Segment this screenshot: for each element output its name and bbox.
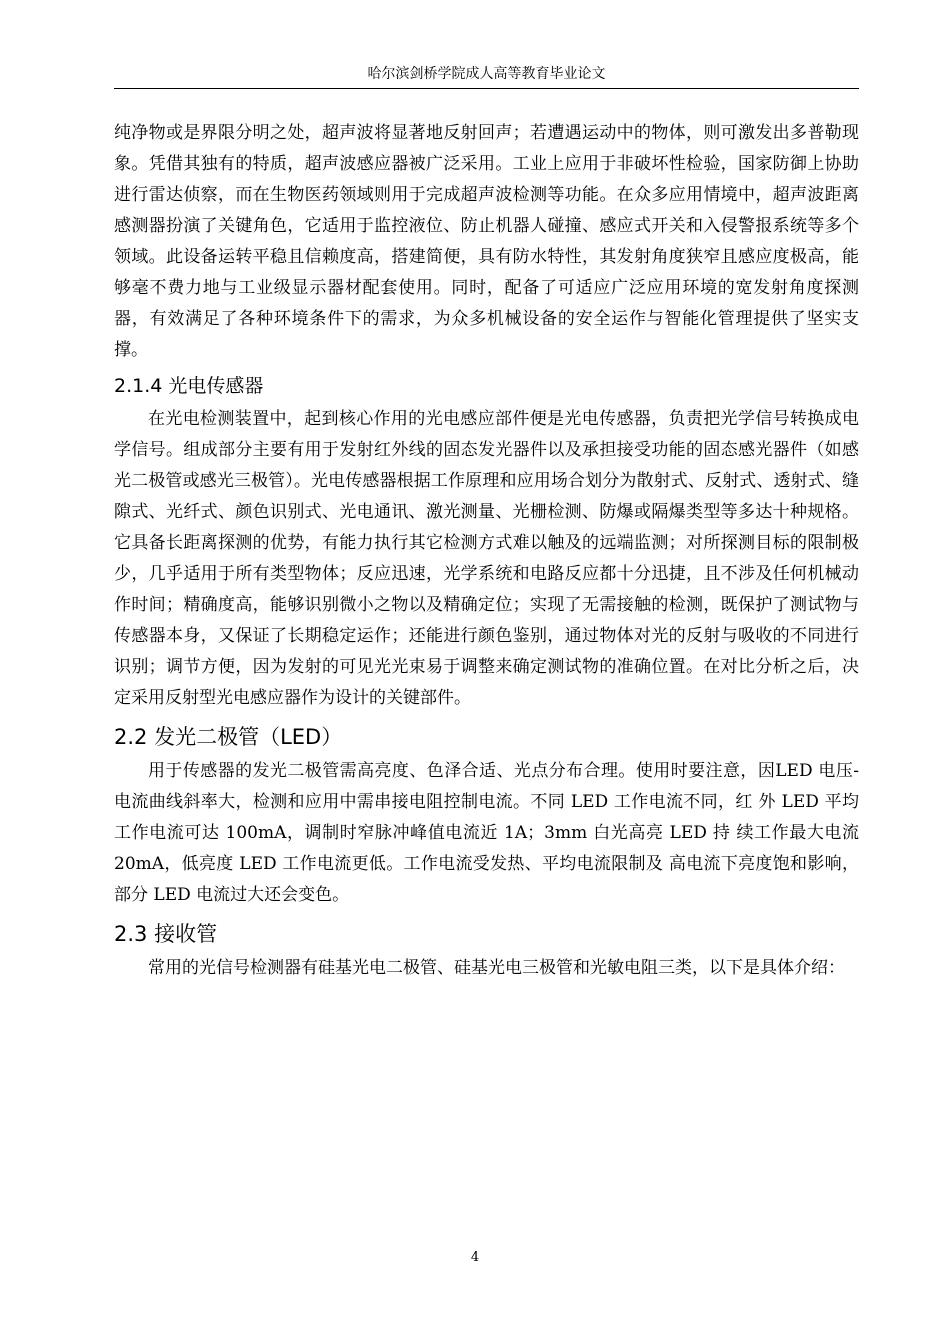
page-number: 4: [470, 1250, 480, 1265]
heading-led: 2.2 发光二极管（LED）: [114, 725, 343, 749]
heading-receiver: 2.3 接收管: [114, 922, 218, 946]
heading-photoelectric-sensor: 2.1.4 光电传感器: [114, 375, 264, 397]
page-header: [114, 64, 859, 89]
paragraph-ultrasonic: 纯净物或是界限分明之处，超声波将显著地反射回声；若遭遇运动中的物体，则可激发出多普勒现象。凭借其独有的特质，超声波感应器被广泛采用。工业上应用于非破坏性检验，国家防御上协助进行雷达侦察，而在生物医药领域则用于完成超声波检测等功能。在众多应用情境中，超声波距离感测器扮演了关键角色，它适用于监控液位、防止机器人碰撞、感应式开关和入侵警报系统等多个领域。此设备运转平稳且信赖度高，搭建简便，具有防水特性，其发射角度狭窄且感应度极高，能够毫不费力地与工业级显示器材配套使用。同时，配备了可适应广泛应用环境的宽发射角度探测器，有效满足了各种环境条件下的需求，为众多机械设备的安全运作与智能化管理提供了坚实支撑。: [114, 123, 859, 360]
paragraph-photoelectric: 在光电检测装置中，起到核心作用的光电感应部件便是光电传感器，负责把光学信号转换成电学信号。组成部分主要有用于发射红外线的固态发光器件以及承担接受功能的固态感光器件（如感光二极管或感光三极管）。光电传感器根据工作原理和应用场合划分为散射式、反射式、透射式、缝隙式、光纤式、颜色识别式、光电通讯、激光测量、光栅检测、防爆或隔爆类型等多达十种规格。它具备长距离探测的优势，有能力执行其它检测方式难以触及的远端监测；对所探测目标的限制极少，几乎适用于所有类型物体；反应迅速，光学系统和电路反应都十分迅捷，且不涉及任何机械动作时间；精确度高，能够识别微小之物以及精确定位；实现了无需接触的检测，既保护了测试物与传感器本身，又保证了长期稳定运作；还能进行颜色鉴别，通过物体对光的反射与吸收的不同进行识别；调节方便，因为发射的可见光光束易于调整来确定测试物的准确位置。在对比分析之后，决定采用反射型光电感应器作为设计的关键部件。: [114, 409, 859, 708]
paragraph-receiver: 常用的光信号检测器有硅基光电二极管、硅基光电三极管和光敏电阻三类，以下是具体介绍：: [148, 958, 845, 978]
paragraph-led: 用于传感器的发光二极管需高亮度、色泽合适、光点分布合理。使用时要注意，因LED 电压-电流曲线斜率大，检测和应用中需串接电阻控制电流。不同 LED 工作电流不同，红 外 LED 平均工作电流可达 100mA，调制时窄脉冲峰值电流近 1A；3mm 白光高亮 LED 持 续工作最大电流 20mA，低亮度 LED 工作电流更低。工作电流受发热、平均电流限制及 高电流下亮度饱和影响，部分 LED 电流过大还会变色。: [114, 761, 859, 905]
header-title: 哈尔滨剑桥学院成人高等教育毕业论文: [367, 66, 606, 82]
main-content: [114, 118, 859, 984]
